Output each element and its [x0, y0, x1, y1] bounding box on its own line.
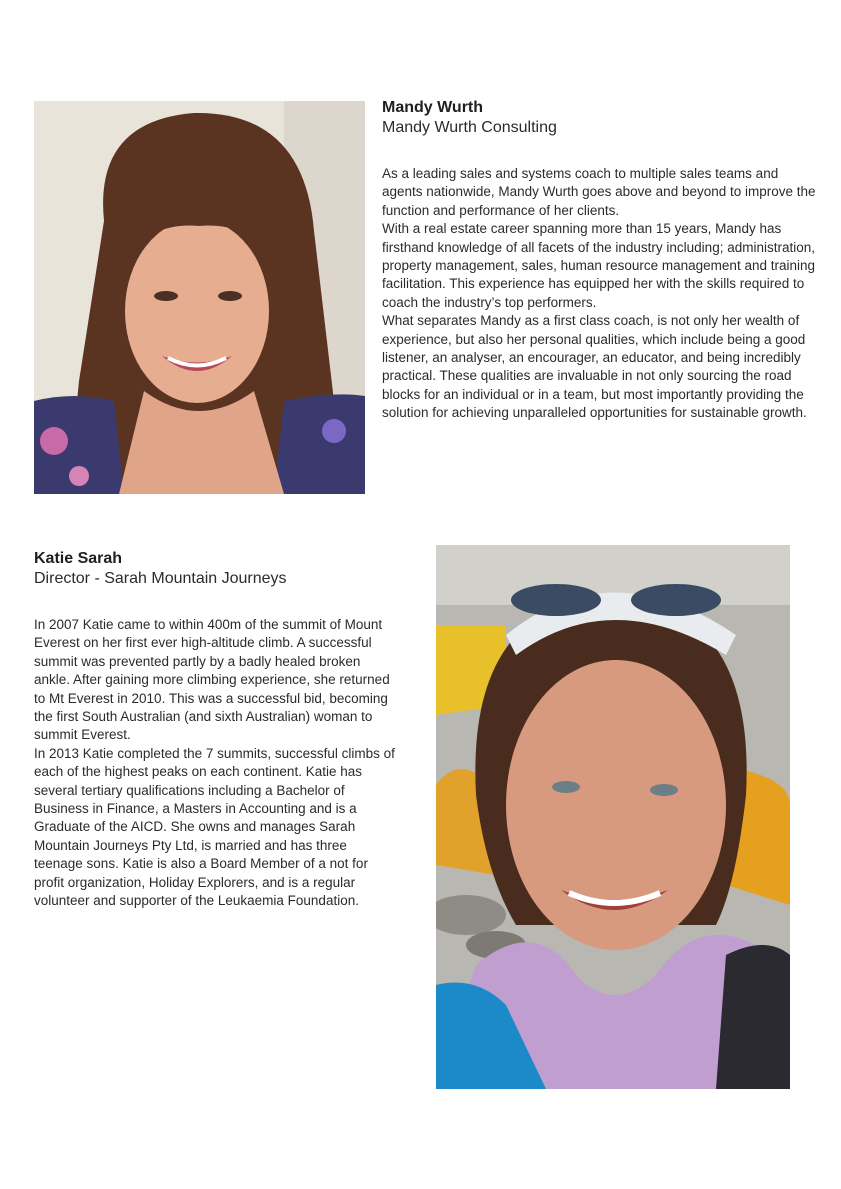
katie-profile — [34, 549, 396, 911]
katie-portrait-photo — [436, 545, 790, 1089]
bio-paragraph: In 2013 Katie completed the 7 summits, successful climbs of each of the highest peaks on each continent. Katie has several tertiary qualifications including a Bachelor of Business in Finance, a Masters in Accounting and is a Graduate of the AICD. She owns and manages Sarah Mountain Journeys Pty Ltd, is married and has three teenage sons. Katie is also a Board Member of a not for profit organization, Holiday Explorers, and is a regular volunteer and supporter of the Leukaemia Foundation. — [34, 745, 395, 909]
katie-portrait-image — [436, 545, 790, 1089]
profile-name: Katie Sarah — [34, 550, 123, 567]
profile-bio — [382, 165, 822, 423]
profile-role: Director - Sarah Mountain Journeys — [34, 570, 287, 587]
bio-paragraph: What separates Mandy as a first class coach, is not only her wealth of experience, but also her personal qualities, which include being a good listener, an analyser, an encourager, an educator, and being incredibly practical. These qualities are invaluable in not only sourcing the road blocks for an individual or in a team, but most importantly providing the solution for achieving unparalleled opportunities for sustainable growth. — [382, 313, 807, 421]
profile-name: Mandy Wurth — [382, 99, 484, 116]
bio-paragraph: In 2007 Katie came to within 400m of the summit of Mount Everest on her first ever high-altitude climb. A successful summit was prevented partly by a badly healed broken ankle. After gaining more climbing experience, she returned to Mt Everest in 2010. This was a successful bid, becoming the first South Australian (and sixth Australian) woman to summit Everest. — [34, 617, 390, 743]
mandy-profile — [382, 98, 822, 423]
bio-paragraph: As a leading sales and systems coach to multiple sales teams and agents nationwide, Mandy Wurth goes above and beyond to improve the function and performance of her clients. — [382, 166, 816, 218]
profile-bio — [34, 616, 396, 911]
profile-role: Mandy Wurth Consulting — [382, 119, 557, 136]
bio-paragraph: With a real estate career spanning more than 15 years, Mandy has firsthand knowledge of all facets of the industry including; administration, property management, sales, human resource management and training facilitation. This experience has equipped her with the skills required to coach the industry’s top performers. — [382, 221, 815, 310]
mandy-portrait-image — [34, 101, 365, 494]
mandy-portrait-photo — [34, 101, 365, 494]
